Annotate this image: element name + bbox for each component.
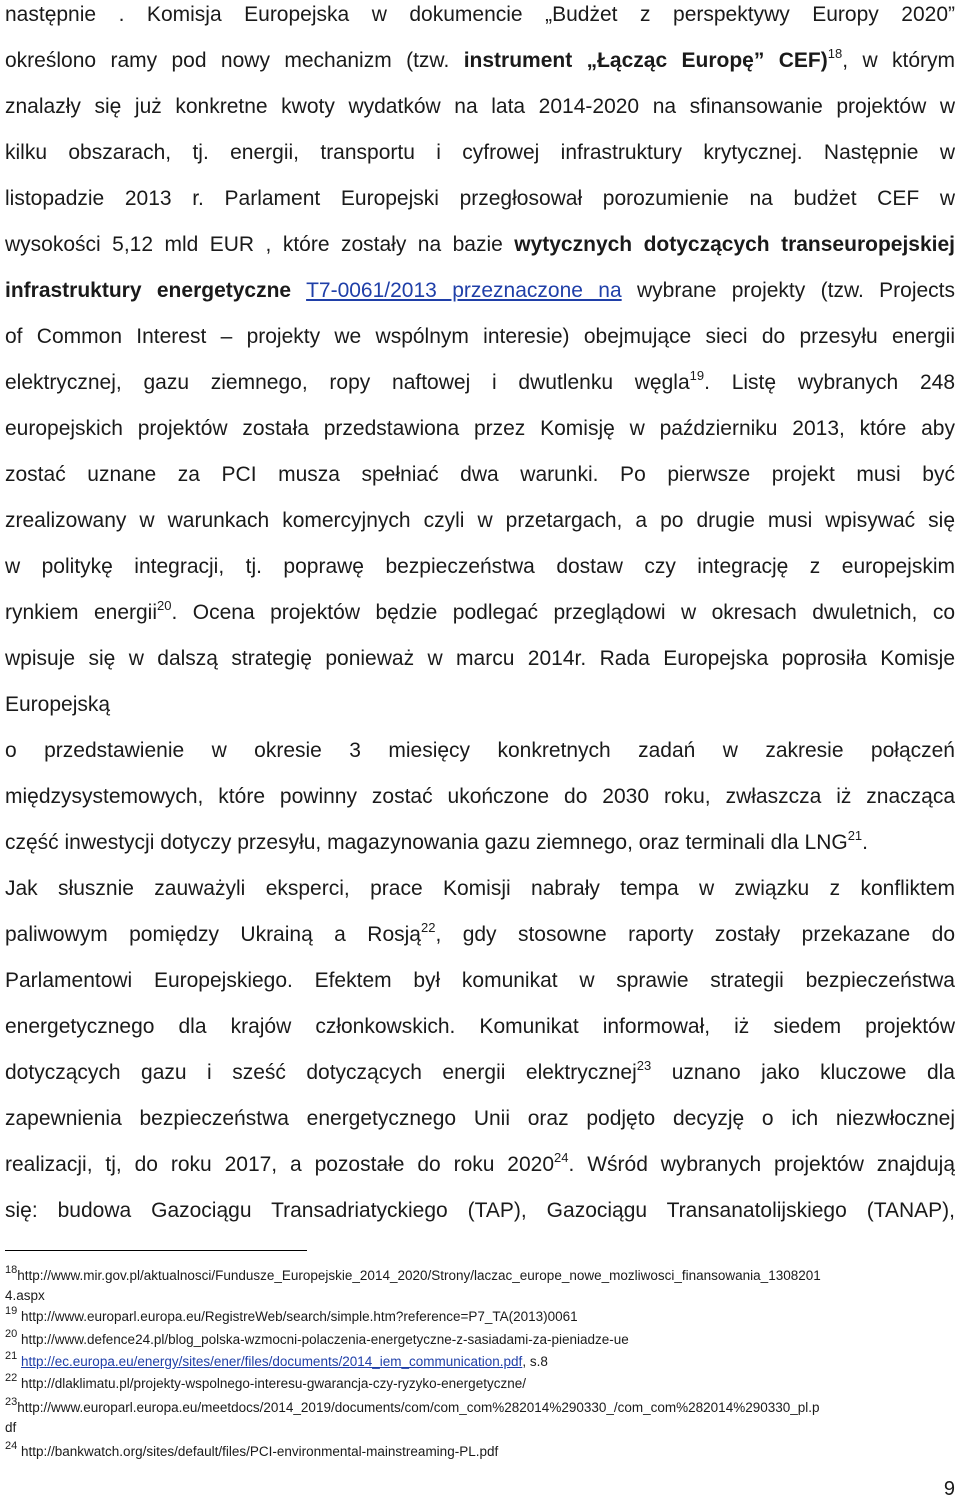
body-line (5, 506, 955, 536)
footnote-number: 24 (5, 1440, 18, 1452)
body-line (5, 92, 955, 122)
text: listopadzie 2013 r. Parlament Europejski przegłosował porozumienie na budżet CEF w (5, 187, 955, 210)
footnote-url[interactable]: http://www.europarl.europa.eu/meetdocs/2014_2019/documents/com/com_com%282014%290330_/com_com%282014%290330_pl.p (17, 1400, 820, 1415)
text: uznano jako kluczowe dla (651, 1061, 955, 1084)
body-line (5, 644, 955, 674)
body-line (5, 184, 955, 214)
body-line (5, 966, 955, 996)
text: paliwowym pomiędzy Ukrainą a Rosją (5, 923, 421, 946)
footnote-ref[interactable]: 18 (827, 46, 843, 61)
footnote-number: 21 (5, 1350, 18, 1362)
body-line (5, 828, 955, 858)
footnote-ref[interactable]: 19 (689, 368, 705, 383)
text: . Listę wybranych 248 (704, 371, 955, 394)
footnote-24 (5, 1442, 955, 1462)
footnote-18 (5, 1266, 955, 1286)
footnote-23-cont (5, 1418, 955, 1438)
page-number: 9 (943, 1478, 955, 1500)
text: w politykę integracji, tj. poprawę bezpieczeństwa dostaw czy integrację z europejskim (5, 555, 955, 578)
text: . Wśród wybranych projektów znajdują (568, 1153, 955, 1176)
footnote-number: 19 (5, 1305, 18, 1317)
text: dotyczących gazu i sześć dotyczących energii elektrycznej (5, 1061, 637, 1084)
body-line (5, 414, 955, 444)
footnote-ref[interactable]: 23 (636, 1058, 652, 1073)
body-line (5, 276, 955, 306)
text: międzysystemowych, które powinny zostać ukończone do 2030 roku, zwłaszcza iż znacząca (5, 785, 955, 808)
footnote-21 (5, 1352, 955, 1372)
footnote-number: 22 (5, 1372, 18, 1384)
footnote-19 (5, 1307, 955, 1327)
bold-term: instrument „Łącząc Europę” CEF) (463, 49, 828, 72)
footnote-separator (5, 1250, 307, 1251)
text: o przedstawienie w okresie 3 miesięcy konkretnych zadań w zakresie połączeń (5, 739, 955, 762)
text: energetycznego dla krajów członkowskich. Komunikat informował, iż siedem projektów (5, 1015, 955, 1038)
footnote-number: 18 (5, 1264, 18, 1276)
body-line (5, 46, 955, 76)
text: realizacji, tj, do roku 2017, a pozostałe do roku 2020 (5, 1153, 555, 1176)
text: rynkiem energii (5, 601, 158, 624)
text: of Common Interest – projekty we wspólnym interesie) obejmujące sieci do przesyłu energii (5, 325, 955, 348)
footnote-ref[interactable]: 22 (420, 920, 436, 935)
footnote-link[interactable]: http://ec.europa.eu/energy/sites/ener/files/documents/2014_iem_communication.pdf (21, 1354, 523, 1369)
footnote-ref[interactable]: 24 (554, 1150, 569, 1165)
text: znalazły się już konkretne kwoty wydatków na lata 2014-2020 na sfinansowanie projektów w (5, 95, 955, 118)
text: się: budowa Gazociągu Transadriatyckiego (TAP), Gazociągu Transanatolijskiego (TANAP), (5, 1199, 955, 1222)
text: następnie . Komisja Europejska w dokumencie „Budżet z perspektywy Europy 2020” (5, 3, 955, 26)
footnote-url[interactable]: df (5, 1420, 17, 1435)
footnote-url[interactable]: http://dlaklimatu.pl/projekty-wspolnego-interesu-gwarancja-czy-ryzyko-energetyczne/ (17, 1376, 526, 1391)
text: , gdy stosowne raporty zostały przekazane do (435, 923, 955, 946)
footnote-url[interactable]: http://bankwatch.org/sites/default/files/PCI-environmental-mainstreaming-PL.pdf (17, 1444, 499, 1459)
footnote-20 (5, 1330, 955, 1350)
footnote-url[interactable]: http://www.defence24.pl/blog_polska-wzmocni-polaczenia-energetyczne-z-sasiadami-za-pieniadze-ue (17, 1332, 629, 1347)
footnote-ref[interactable]: 21 (847, 828, 863, 843)
body-line (5, 1150, 955, 1180)
body-line (5, 1196, 955, 1226)
footnote-23 (5, 1398, 955, 1418)
text: Jak słusznie zauważyli eksperci, prace Komisji nabrały tempa w związku z konfliktem (5, 877, 955, 900)
body-line (5, 0, 955, 30)
bold-term: infrastruktury energetyczne (5, 279, 292, 302)
body-line (5, 138, 955, 168)
body-line (5, 322, 955, 352)
text: część inwestycji dotyczy przesyłu, magazynowania gazu ziemnego, oraz terminali dla LNG (5, 831, 848, 854)
text: europejskich projektów została przedstawiona przez Komisję w październiku 2013, które aby (5, 417, 955, 440)
text: określono ramy pod nowy mechanizm (tzw. (5, 49, 450, 72)
body-line (5, 1012, 955, 1042)
text: wybrane projekty (tzw. Projects (637, 279, 955, 302)
text: Parlamentowi Europejskiego. Efektem był komunikat w sprawie strategii bezpieczeństwa (5, 969, 955, 992)
text: zostać uznane za PCI musza spełniać dwa warunki. Po pierwsze projekt musi być (5, 463, 955, 486)
footnote-18-cont (5, 1286, 955, 1306)
body-line (5, 552, 955, 582)
text: zapewnienia bezpieczeństwa energetycznego Unii oraz podjęto decyzję o ich niezwłocznej (5, 1107, 955, 1130)
document-link[interactable]: T7-0061/2013 przeznaczone na (306, 279, 622, 302)
footnote-url[interactable]: 4.aspx (5, 1288, 45, 1303)
footnote-ref[interactable]: 20 (157, 598, 172, 613)
footnote-number: 20 (5, 1328, 18, 1340)
text: elektrycznej, gazu ziemnego, ropy naftowej i dwutlenku węgla (5, 371, 690, 394)
text: zrealizowany w warunkach komercyjnych czyli w przetargach, a po drugie musi wpisywać się (5, 509, 955, 532)
body-line (5, 368, 955, 398)
footnote-22 (5, 1374, 955, 1394)
bold-term: wytycznych dotyczących transeuropejskiej (514, 233, 955, 256)
body-line (5, 460, 955, 490)
body-line (5, 920, 955, 950)
body-line (5, 690, 955, 720)
body-line (5, 736, 955, 766)
body-line (5, 598, 955, 628)
body-line (5, 782, 955, 812)
text: wpisuje się w dalszą strategię ponieważ w marcu 2014r. Rada Europejska poprosiła Komisje (5, 647, 955, 670)
body-line (5, 874, 955, 904)
footnote-url[interactable]: http://www.europarl.europa.eu/RegistreWeb/search/simple.htm?reference=P7_TA(2013)0061 (17, 1309, 578, 1324)
text: . (862, 831, 869, 854)
body-line (5, 1104, 955, 1134)
text: , s.8 (522, 1354, 548, 1369)
text: , w którym (842, 49, 955, 72)
footnote-url[interactable]: http://www.mir.gov.pl/aktualnosci/Fundusze_Europejskie_2014_2020/Strony/laczac_europe_nowe_mozliwosci_finansowania_1308201 (17, 1268, 821, 1283)
footnote-number: 23 (5, 1396, 18, 1408)
text: kilku obszarach, tj. energii, transportu i cyfrowej infrastruktury krytycznej. Następnie w (5, 141, 955, 164)
body-line (5, 1058, 955, 1088)
text: Europejską (5, 693, 111, 716)
body-line (5, 230, 955, 260)
text: . Ocena projektów będzie podlegać przeglądowi w okresach dwuletnich, co (171, 601, 955, 624)
text: wysokości 5,12 mld EUR , które zostały na bazie (5, 233, 503, 256)
